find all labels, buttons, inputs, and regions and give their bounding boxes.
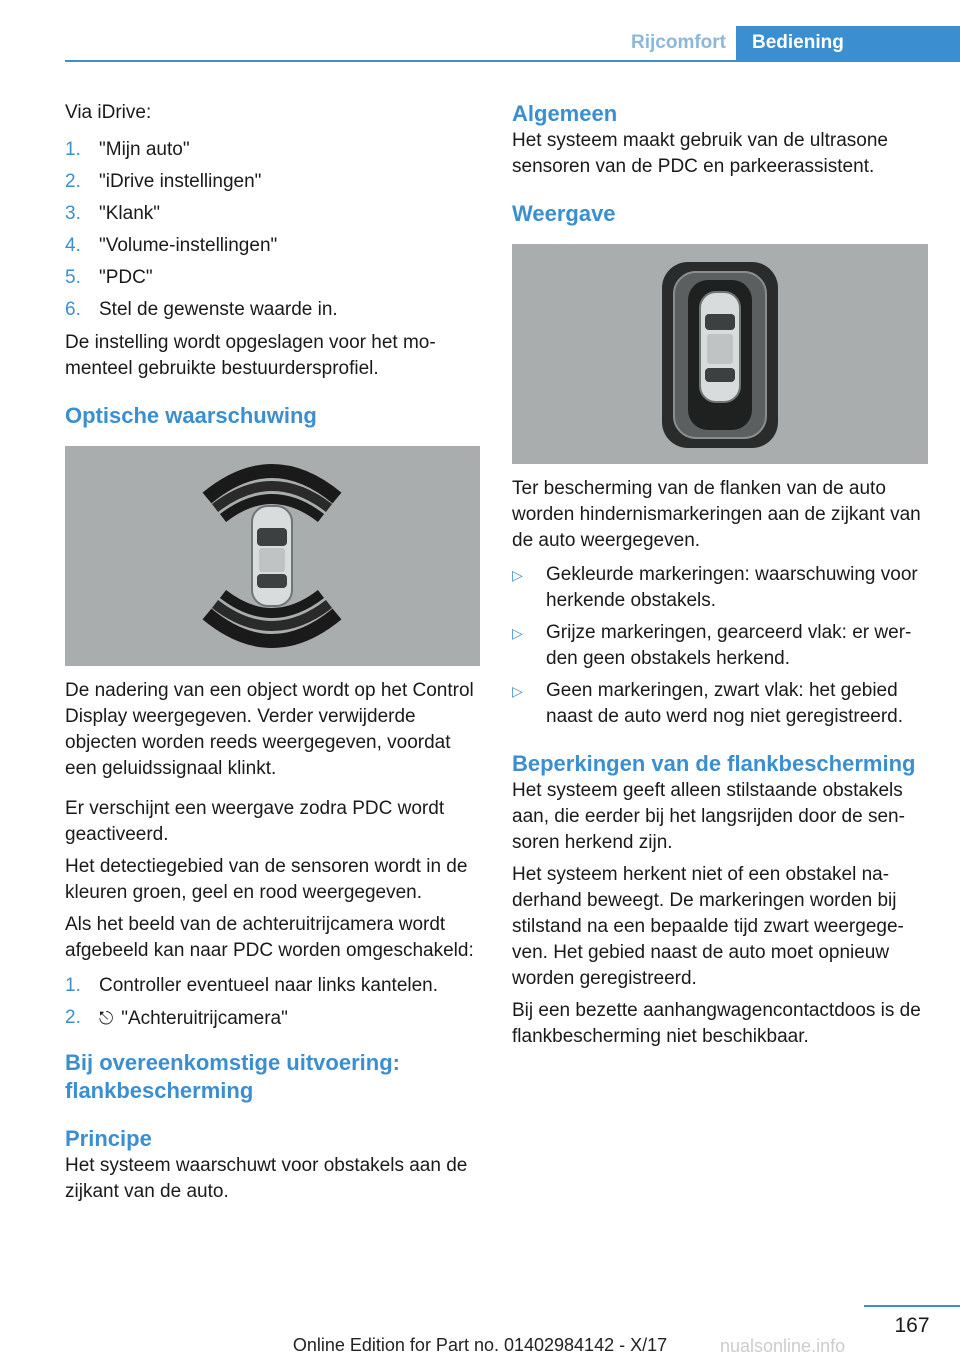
beperkingen-text-2: Het systeem herkent niet of een obstakel naderhand beweegt. De markeringen worden bij stilstand na een bepaalde tijd zwart weergegeven. Het gebied naast de auto moet opnieuw worden geregistreerd.	[512, 864, 904, 989]
setting-saved-text: De instelling wordt opgeslagen voor het momenteel gebruikte bestuurdersprofiel.	[65, 332, 436, 379]
idrive-steps	[65, 134, 483, 326]
beperkingen-text-3: Bij een bezette aanhangwagencontactdoos is de flankbescherming niet beschikbaar.	[512, 1000, 921, 1047]
left-column	[65, 100, 483, 1211]
heading-algemeen: Algemeen	[512, 101, 618, 126]
heading-beperkingen: Beperkingen van de flankbescherming	[512, 751, 916, 776]
flanken-text: Ter bescherming van de flanken van de auto worden hindernismarkeringen aan de zijkant van de auto weergegeven.	[512, 478, 921, 551]
step-item: 2. "iDrive instellingen"	[65, 171, 262, 192]
page-number-rule	[864, 1305, 960, 1307]
step-item: 6. Stel de gewenste waarde in.	[65, 299, 338, 320]
nadering-text: De nadering van een object wordt op het Control Display weergegeven. Verder verwijderde objecten worden reeds weergegeven, voordat een geluidssignaal klinkt.	[65, 680, 474, 779]
markering-list	[512, 562, 930, 730]
detectiegebied-text: Het detectiegebied van de sensoren wordt in de kleuren groen, geel en rood weergegeven.	[65, 856, 468, 903]
page-number: 167	[894, 1314, 930, 1337]
heading-flankbescherming: Bij overeenkomstige uitvoering: flankbescherming	[65, 1050, 400, 1103]
camera-steps	[65, 970, 483, 1035]
pdc-car-diagram	[65, 446, 480, 666]
algemeen-text: Het systeem maakt gebruik van de ultrasone sensoren van de PDC en parkeerassistent.	[512, 130, 888, 177]
flank-illustration	[512, 244, 928, 464]
achteruitrijcamera-text: Als het beeld van de achteruitrijcamera wordt afgebeeld kan naar PDC worden omgeschakeld:	[65, 914, 474, 961]
watermark: nualsonline.info	[720, 1336, 846, 1356]
beperkingen-text-1: Het systeem geeft alleen stilstaande obstakels aan, die eerder bij het langsrijden door de sensoren herkend zijn.	[512, 780, 905, 853]
step-item: 4. "Volume-instellingen"	[65, 235, 278, 256]
principe-text: Het systeem waarschuwt voor obstakels aan de zijkant van de auto.	[65, 1155, 468, 1202]
step-item: 1. "Mijn auto"	[65, 139, 190, 160]
triangle-bullet-icon: ▷	[512, 683, 523, 699]
list-item: ▷ Geen markeringen, zwart vlak: het gebied naast de auto werd nog niet geregistreerd.	[512, 680, 904, 727]
camera-icon: ⎋	[99, 1008, 114, 1028]
pdc-illustration	[65, 446, 480, 666]
list-item: ▷ Gekleurde markeringen: waarschuwing voor herkende obstakels.	[512, 564, 918, 611]
step-item: 2. ⎋ "Achteruitrijcamera"	[65, 1002, 483, 1035]
header-section-tab: Rijcomfort	[631, 32, 726, 53]
header-rule	[65, 60, 960, 62]
triangle-bullet-icon: ▷	[512, 625, 523, 641]
edition-footer: Online Edition for Part no. 01402984142 - X/17	[292, 1335, 668, 1355]
right-column	[512, 100, 930, 1056]
intro-text: Via iDrive:	[65, 102, 152, 123]
step-item: 1. Controller eventueel naar links kantelen.	[65, 975, 439, 996]
header-active-tab: Bediening	[736, 26, 960, 61]
step-item: 5. "PDC"	[65, 267, 153, 288]
flank-car-diagram	[512, 244, 928, 464]
step-item: 3. "Klank"	[65, 203, 161, 224]
list-item: ▷ Grijze markeringen, gearceerd vlak: er werden geen obstakels herkend.	[512, 622, 912, 669]
heading-weergave: Weergave	[512, 201, 616, 226]
heading-optische-waarschuwing: Optische waarschuwing	[65, 403, 317, 428]
heading-principe: Principe	[65, 1126, 152, 1151]
verschijnt-text: Er verschijnt een weergave zodra PDC wordt geactiveerd.	[65, 798, 445, 845]
triangle-bullet-icon: ▷	[512, 567, 523, 583]
